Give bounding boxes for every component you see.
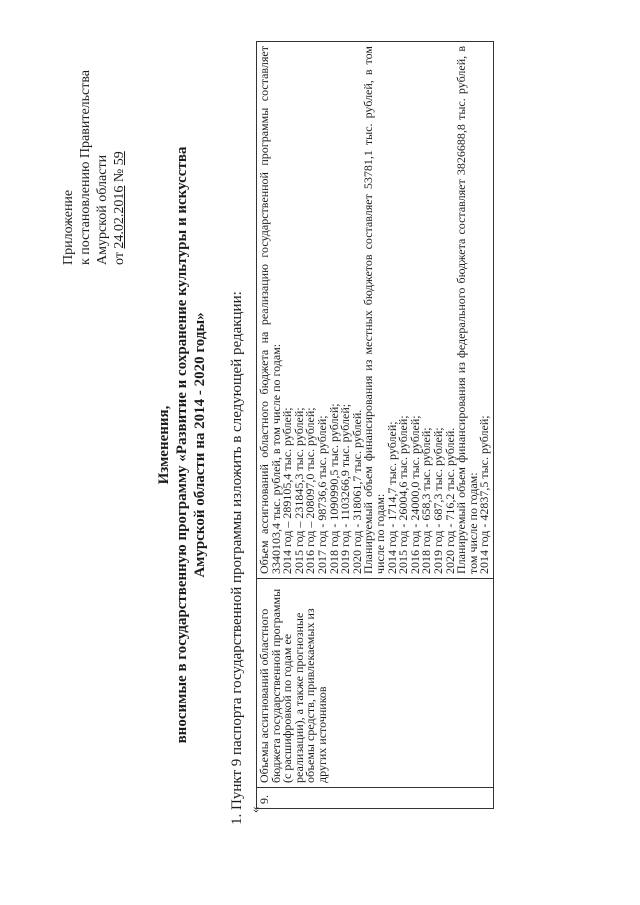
decree-number: 59 <box>112 151 127 166</box>
appendix-line-3: Амурской области <box>95 154 110 265</box>
regional-year-line: 2014 год – 289105,4 тыс. рублей; <box>280 407 295 574</box>
passport-table <box>256 41 494 809</box>
local-year-line: 2018 год - 658,3 тыс. рублей; <box>419 427 434 574</box>
title-line-1: Изменения, <box>156 405 172 485</box>
local-year-line: 2019 год - 687,3 тыс. рублей; <box>430 427 445 574</box>
regional-year-line: 2017 год - 98736,6 тыс. рублей; <box>314 415 329 574</box>
regional-year-line: 2018 год - 1090990,5 тыс. рублей; <box>326 403 341 574</box>
table-row <box>257 42 494 809</box>
intro-paragraph: 1. Пункт 9 паспорта государственной программы изложить в следующей редакции: <box>229 291 245 825</box>
document-title <box>155 45 209 845</box>
local-year-line: 2015 год - 26004,6 тыс. рублей; <box>396 415 411 574</box>
federal-budget-intro: Планируемый объем финансирования из федерального бюджета составляет 3826688,8 тыс. рублей, в том числе по годам: <box>454 46 480 574</box>
regional-year-line: 2015 год – 231845,3 тыс. рублей; <box>291 407 306 574</box>
regional-year-line: 2016 год – 208097,0 тыс. рублей; <box>303 407 318 574</box>
regional-year-line: 2020 год - 318061,7 тыс. рублей. <box>349 409 364 574</box>
number-label: № <box>112 168 127 183</box>
local-year-line: 2014 год - 1714,7 тыс. рублей; <box>384 421 399 574</box>
appendix-block <box>60 70 128 265</box>
local-year-line: 2020 год - 716,2 тыс. рублей. <box>442 427 457 574</box>
local-year-line: 2016 год - 24000,0 тыс. рублей; <box>407 415 422 574</box>
appendix-date-line <box>111 70 128 265</box>
appendix-line-1: Приложение <box>61 189 76 265</box>
regional-year-line: 2019 год - 1103266,9 тыс. рублей; <box>338 403 353 574</box>
row-number: 9. <box>257 788 494 809</box>
row-content <box>257 42 494 579</box>
federal-year-line: 2014 год - 42837,5 тыс. рублей; <box>477 415 492 574</box>
opening-quote: « <box>247 806 262 813</box>
title-line-3: Амурской области на 2014 - 2020 годы» <box>192 312 208 578</box>
local-budget-intro: Планируемый объем финансирования из местных бюджетов составляет 53781,1 тыс. рублей, в том числе по годам: <box>361 46 387 574</box>
title-line-2: вносимые в государственную программу «Развитие и сохранение культуры и искусства <box>174 146 190 744</box>
regional-budget-intro: Объем ассигнований областного бюджета на реализацию государственной программы составляет 3340103,4 тыс. рублей, в том числе по годам: <box>257 46 283 574</box>
from-label: от <box>112 252 127 265</box>
decree-date: 24.02.2016 <box>112 185 127 249</box>
appendix-line-2: к постановлению Правительства <box>78 69 93 265</box>
row-name: Объемы ассигнований областного бюджета государственной программы (с расшифровкой по годам ее реализации), а также прогнозные объемы средств, привлекаемых из других источников <box>257 579 494 788</box>
